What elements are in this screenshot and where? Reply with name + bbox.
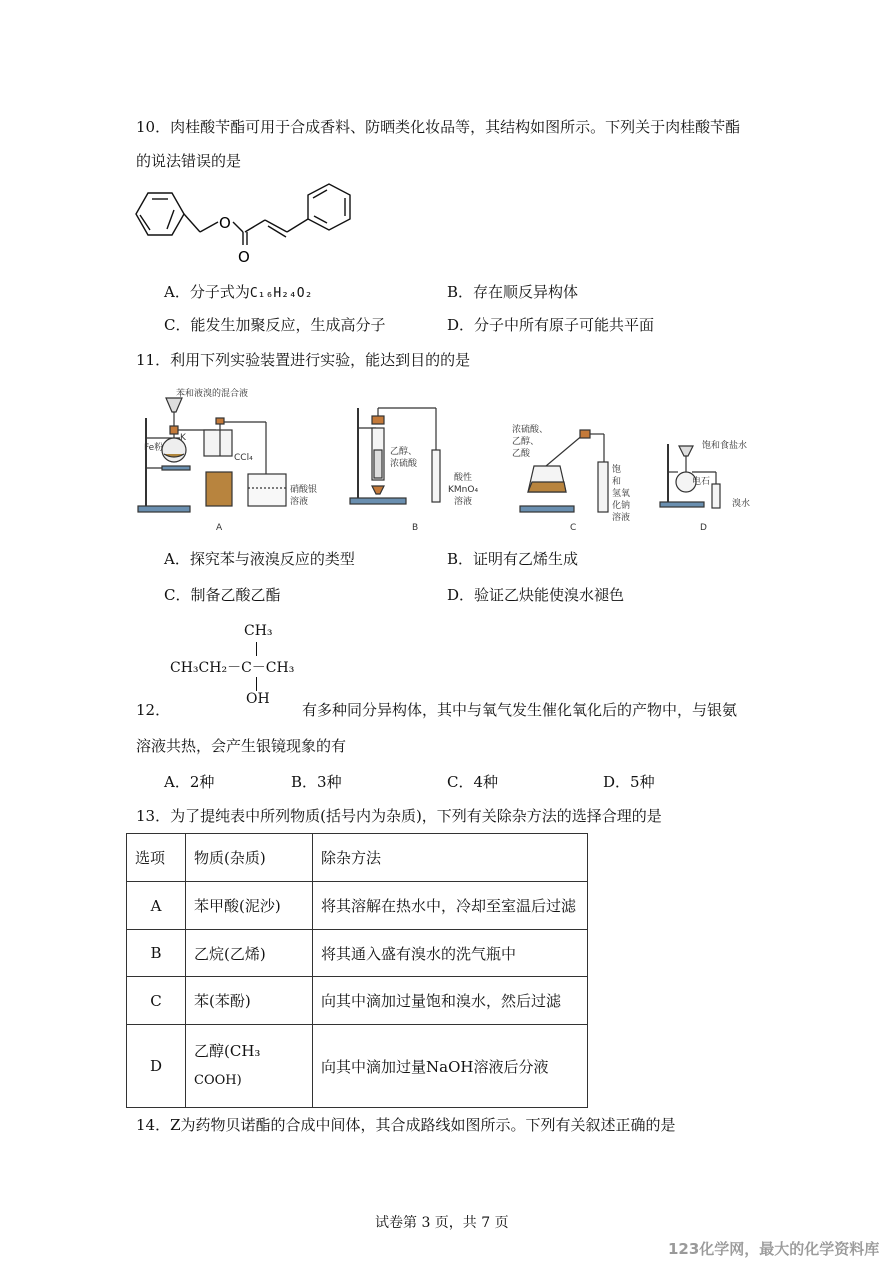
apparatus-c-right-l2: 和 xyxy=(612,477,622,487)
q12-option-b: B．3种 xyxy=(291,773,342,791)
q10-option-a-prefix: A．分子式为 xyxy=(164,283,250,301)
apparatus-a-ccl4: CCl₄ xyxy=(234,453,253,463)
q11-option-d: D．验证乙炔能使溴水褪色 xyxy=(447,586,625,604)
table-cell-method: 将其溶解在热水中，冷却至室温后过滤 xyxy=(313,882,588,930)
apparatus-a-top-label: 苯和液溴的混合液 xyxy=(176,389,249,399)
apparatus-a-beaker-l2: 溶液 xyxy=(290,497,309,507)
table-cell-substance-line2: COOH) xyxy=(194,1073,242,1088)
q11-option-c: C．制备乙酸乙酯 xyxy=(164,586,281,604)
table-header-cell: 选项 xyxy=(127,834,186,882)
apparatus-d-top-label: 饱和食盐水 xyxy=(702,441,748,451)
table-row xyxy=(127,977,588,1025)
apparatus-c-left-l2: 乙醇、 xyxy=(512,437,540,447)
apparatus-a xyxy=(138,398,286,512)
apparatus-d-caption: D xyxy=(700,523,707,533)
table-row xyxy=(127,930,588,977)
q11-stem: 11．利用下列实验装置进行实验，能达到目的的是 xyxy=(136,351,471,369)
q12-struct-bond-bottom xyxy=(256,677,257,691)
table-cell-method: 将其通入盛有溴水的洗气瓶中 xyxy=(313,930,588,977)
table-header-row xyxy=(127,834,588,882)
table-cell-method: 向其中滴加过量饱和溴水，然后过滤 xyxy=(313,977,588,1025)
apparatus-c-right-l4: 化钠 xyxy=(612,501,631,511)
q12-struct-bond-top xyxy=(256,642,257,656)
q12-struct-oh: OH xyxy=(246,691,270,707)
table-header-cell: 除杂方法 xyxy=(313,834,588,882)
apparatus-a-beaker-l1: 硝酸银 xyxy=(290,485,318,495)
struct-carbonyl-o: O xyxy=(238,248,250,266)
table-cell-substance xyxy=(186,1025,313,1108)
q10-option-d: D．分子中所有原子可能共平面 xyxy=(447,316,655,334)
table-row xyxy=(127,882,588,930)
table-cell-substance: 苯甲酸(泥沙) xyxy=(186,882,313,930)
page-footer: 试卷第 3 页，共 7 页 xyxy=(375,1215,509,1231)
q12-number: 12． xyxy=(136,701,171,719)
table-cell-option: A xyxy=(127,882,186,930)
apparatus-b-right-l1: 酸性 xyxy=(454,473,473,483)
struct-ester-o: O xyxy=(219,214,231,232)
table-cell-option: D xyxy=(127,1025,186,1108)
apparatus-b-right-l3: 溶液 xyxy=(454,497,473,507)
q10-option-c: C．能发生加聚反应，生成高分子 xyxy=(164,316,386,334)
q10-option-a xyxy=(164,282,312,304)
q12-struct-main-chain: CH₃CH₂－C－CH₃ xyxy=(170,660,295,676)
apparatus-c-left-l3: 乙酸 xyxy=(512,449,531,459)
table-cell-method: 向其中滴加过量NaOH溶液后分液 xyxy=(313,1025,588,1108)
q13-table xyxy=(126,833,588,1108)
apparatus-b-caption: B xyxy=(412,523,419,533)
table-cell-substance: 苯(苯酚) xyxy=(186,977,313,1025)
table-cell-substance: 乙烷(乙烯) xyxy=(186,930,313,977)
q11-option-b: B．证明有乙烯生成 xyxy=(447,550,579,568)
apparatus-c-left-l1: 浓硫酸、 xyxy=(512,425,549,435)
table-cell-substance-line1: 乙醇(CH₃ xyxy=(194,1042,261,1060)
q12-struct-ch3-top: CH₃ xyxy=(244,623,273,639)
apparatus-c-caption: C xyxy=(570,523,577,533)
apparatus-a-fe: Fe粉 xyxy=(144,443,164,453)
q12-option-a: A．2种 xyxy=(164,773,215,791)
q12-stem-tail: 有多种同分异构体，其中与氧气发生催化氧化后的产物中，与银氨 xyxy=(302,701,738,719)
table-header-cell: 物质(杂质) xyxy=(186,834,313,882)
q10-stem-line1: 10．肉桂酸苄酯可用于合成香料、防晒类化妆品等，其结构如图所示。下列关于肉桂酸苄酯 xyxy=(136,118,741,136)
apparatus-b-right-l2: KMnO₄ xyxy=(448,485,479,495)
apparatus-b-left-l2: 浓硫酸 xyxy=(390,459,418,469)
q14-stem: 14．Z为药物贝诺酯的合成中间体，其合成路线如图所示。下列有关叙述正确的是 xyxy=(136,1116,676,1134)
apparatus-a-k: K xyxy=(180,433,186,443)
q10-stem-line2: 的说法错误的是 xyxy=(136,152,242,170)
apparatus-b-left-l1: 乙醇、 xyxy=(390,447,418,457)
benzyl-cinnamate-structure xyxy=(130,182,360,268)
apparatus-d xyxy=(660,444,720,508)
apparatus-c-right-l1: 饱 xyxy=(612,465,622,475)
apparatus-c-right-l3: 氢氧 xyxy=(612,489,631,499)
q13-stem: 13．为了提纯表中所列物质(括号内为杂质)，下列有关除杂方法的选择合理的是 xyxy=(136,807,662,825)
q12-option-d: D．5种 xyxy=(603,773,655,791)
experiment-apparatus-figure xyxy=(136,388,762,534)
watermark: 123化学网，最大的化学资料库 xyxy=(668,1240,880,1258)
apparatus-a-caption: A xyxy=(216,523,223,533)
q11-option-a: A．探究苯与液溴反应的类型 xyxy=(164,550,355,568)
q12-option-c: C．4种 xyxy=(447,773,499,791)
q12-stem-line2: 溶液共热，会产生银镜现象的有 xyxy=(136,737,347,755)
q10-option-b: B．存在顺反异构体 xyxy=(447,283,579,301)
apparatus-d-bromine-water: 溴水 xyxy=(732,499,751,509)
apparatus-c-right-l5: 溶液 xyxy=(612,513,631,523)
apparatus-d-carbide: 电石 xyxy=(692,477,711,487)
q10-option-a-formula: C₁₆H₂₄O₂ xyxy=(249,286,313,301)
table-cell-option: B xyxy=(127,930,186,977)
table-row xyxy=(127,1025,588,1108)
table-cell-option: C xyxy=(127,977,186,1025)
